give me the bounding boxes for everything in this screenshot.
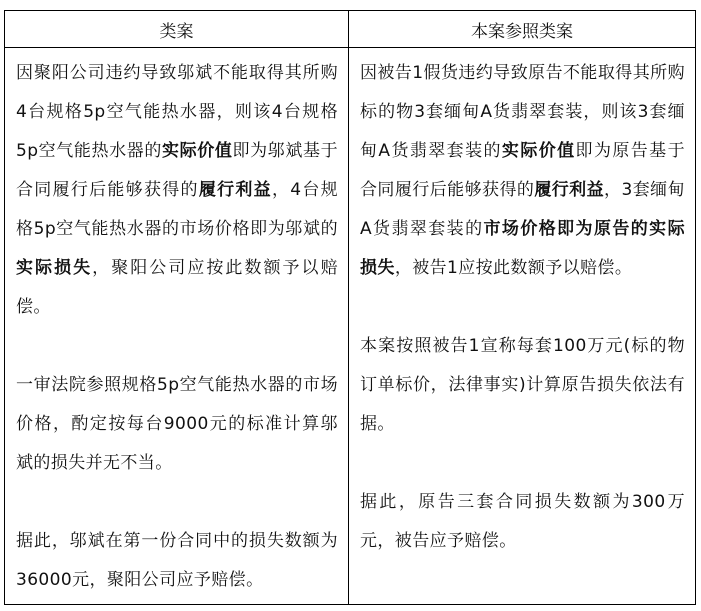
seg-bold: 市场价格即为原告的实际损失 — [360, 219, 685, 278]
this-case-para-2: 本案按照被告1宣称每套100万元(标的物订单标价，法律事实)计算原告损失依法有据。 — [360, 336, 685, 434]
seg: ，被告1应按此数额予以赔偿。 — [394, 258, 633, 278]
this-case-para-3: 据此，原告三套合同损失数额为300万元，被告应予赔偿。 — [360, 492, 685, 551]
header-this-case-reference: 本案参照类案 — [349, 11, 696, 48]
comparison-table — [4, 10, 696, 605]
seg: 因被告1假货违约导致原告不能取得其所购标的物3套缅甸A货翡翠套装，则该3套缅甸A货翡翠套装的 — [360, 63, 685, 161]
seg-bold: 履行利益 — [534, 180, 605, 200]
seg: 即为邬斌基于合同履行后能够获得的 — [16, 141, 338, 200]
this-case-cell — [349, 48, 696, 605]
this-case-para-1 — [360, 54, 685, 288]
seg: ，聚阳公司应按此数额予以赔偿。 — [16, 258, 338, 317]
similar-case-para-3: 据此，邬斌在第一份合同中的损失数额为36000元，聚阳公司应予赔偿。 — [16, 531, 338, 590]
header-similar-case: 类案 — [5, 11, 349, 48]
seg-bold: 实际价值 — [161, 141, 233, 161]
seg: ，4台规格5p空气能热水器的市场价格即为邬斌的 — [16, 180, 338, 239]
similar-case-cell — [5, 48, 349, 605]
header-row — [5, 11, 696, 48]
content-row — [5, 48, 696, 605]
similar-case-para-2: 一审法院参照规格5p空气能热水器的市场价格，酌定按每台9000元的标准计算邬斌的损失并无不当。 — [16, 375, 338, 473]
similar-case-para-1 — [16, 54, 338, 327]
seg: ，3套缅甸A货翡翠套装的 — [360, 180, 685, 239]
seg-bold: 实际价值 — [501, 141, 576, 161]
seg: 因聚阳公司违约导致邬斌不能取得其所购4台规格5p空气能热水器，则该4台规格5p空气能热水器的 — [16, 63, 338, 161]
seg-bold: 实际损失 — [16, 258, 93, 278]
seg: 即为原告基于合同履行后能够获得的 — [360, 141, 685, 200]
seg-bold: 履行利益 — [198, 180, 272, 200]
